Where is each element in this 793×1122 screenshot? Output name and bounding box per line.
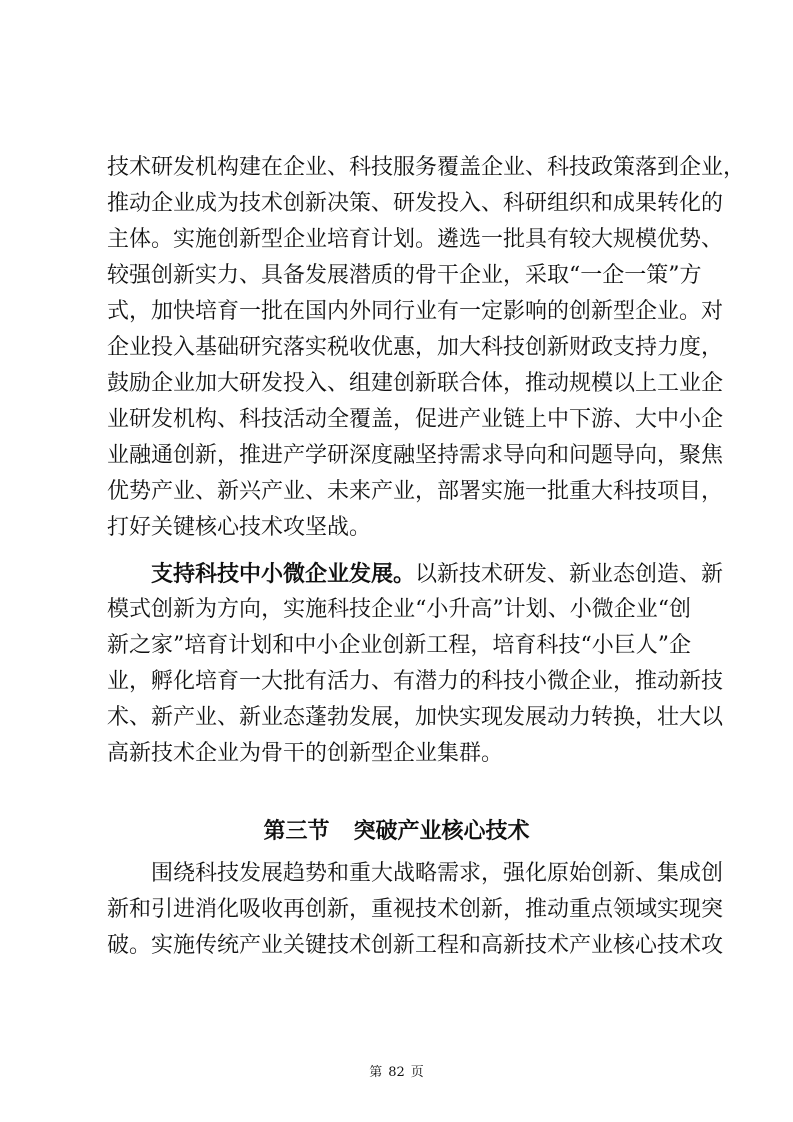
paragraph-line: 技术研发机构建在企业、科技服务覆盖企业、科技政策落到企业， <box>107 155 746 180</box>
section-title: 突破产业核心技术 <box>353 819 530 844</box>
paragraph-first-line <box>151 556 724 592</box>
page-prefix: 第 <box>369 1065 383 1080</box>
paragraph-line: 业，孵化培育一大批有活力、有潜力的科技小微企业，推动新技 <box>107 669 724 694</box>
page-suffix: 页 <box>410 1065 424 1080</box>
section-heading <box>0 814 793 850</box>
paragraph-line: 较强创新实力、具备发展潜质的骨干企业，采取“一企一策”方 <box>107 263 702 288</box>
paragraph-line: 围绕科技发展趋势和重大战略需求，强化原始创新、集成创 <box>151 861 724 886</box>
paragraph-line: 推动企业成为技术创新决策、研发投入、科研组织和成果转化的 <box>107 191 724 216</box>
paragraph-line: 打好关键核心技术攻坚战。 <box>107 515 372 540</box>
paragraph-line: 高新技术企业为骨干的创新型企业集群。 <box>107 741 504 766</box>
paragraph-line: 优势产业、新兴产业、未来产业，部署实施一批重大科技项目， <box>107 479 724 504</box>
paragraph-line: 式，加快培育一批在国内外同行业有一定影响的创新型企业。对 <box>107 299 724 324</box>
paragraph-line: 模式创新为方向，实施科技企业“小升高”计划、小微企业“创 <box>107 597 691 622</box>
paragraph-line: 业融通创新，推进产学研深度融坚持需求导向和问题导向，聚焦 <box>107 443 724 468</box>
paragraph-line: 鼓励企业加大研发投入、组建创新联合体，推动规模以上工业企 <box>107 371 724 396</box>
paragraph-line: 业研发机构、科技活动全覆盖，促进产业链上中下游、大中小企 <box>107 407 724 432</box>
page-footer <box>0 1064 793 1082</box>
paragraph-line: 主体。实施创新型企业培育计划。遴选一批具有较大规模优势、 <box>107 227 724 252</box>
paragraph-line: 企业投入基础研究落实税收优惠，加大科技创新财政支持力度， <box>107 335 724 360</box>
paragraph-line-rest: 以新技术研发、新业态创造、新 <box>415 562 724 587</box>
paragraph-line: 术、新产业、新业态蓬勃发展，加快实现发展动力转换，壮大以 <box>107 705 724 730</box>
page-number: 82 <box>388 1065 405 1080</box>
paragraph-line: 新和引进消化吸收再创新，重视技术创新，推动重点领域实现突 <box>107 897 724 922</box>
paragraph-line: 破。实施传统产业关键技术创新工程和高新技术产业核心技术攻 <box>107 933 724 958</box>
paragraph-line: 新之家”培育计划和中小企业创新工程，培育科技“小巨人”企 <box>107 633 691 658</box>
bold-lead-phrase: 支持科技中小微企业发展。 <box>151 561 416 587</box>
section-number: 第三节 <box>263 819 330 844</box>
